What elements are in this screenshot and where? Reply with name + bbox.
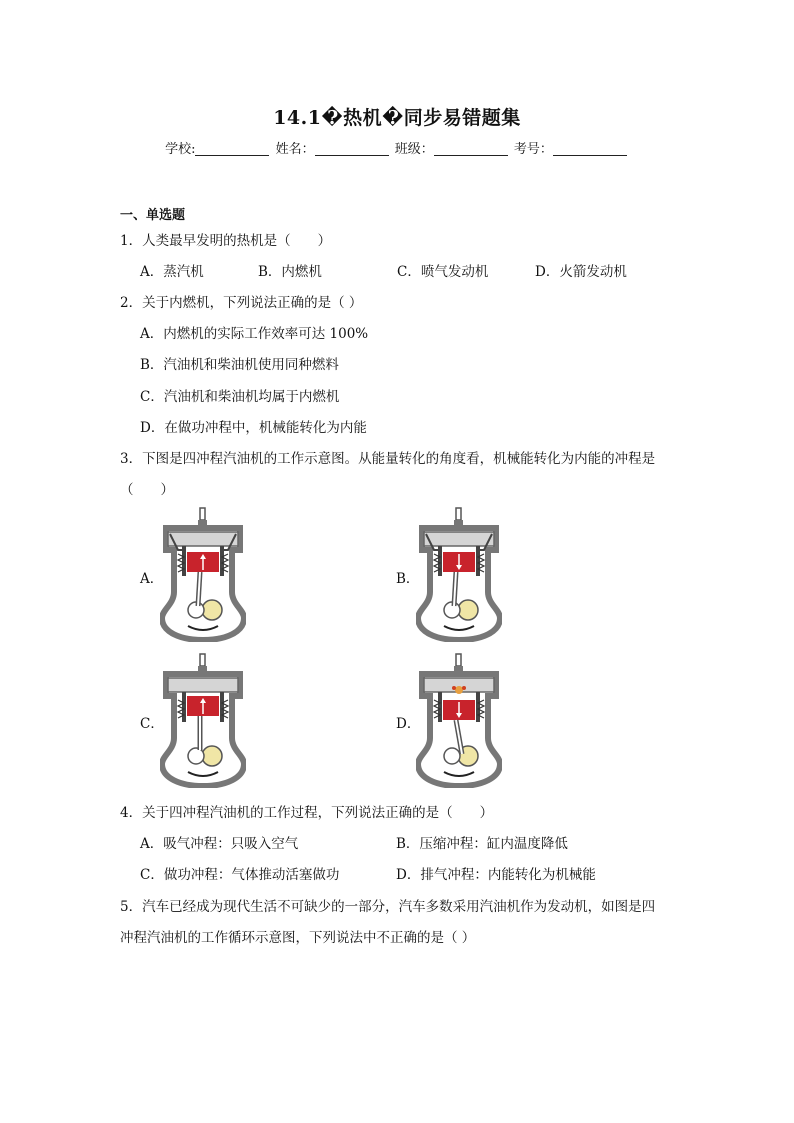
- q3-option-a[interactable]: A．: [140, 571, 164, 587]
- q4-option-c[interactable]: C．做功冲程：气体推动活塞做功: [140, 867, 340, 883]
- exam-number-blank[interactable]: [553, 141, 627, 156]
- question-2-text: 2．关于内燃机，下列说法正确的是（ ）: [120, 295, 363, 311]
- school-label: 学校:: [165, 142, 196, 157]
- flywheel-icon: [202, 746, 222, 766]
- class-label: 班级：: [394, 142, 434, 157]
- q3-option-b[interactable]: B．: [396, 571, 420, 587]
- question-3-text-line2: （ ）: [120, 482, 174, 498]
- school-blank[interactable]: [195, 141, 269, 156]
- student-info-row: [0, 138, 794, 157]
- q4-option-d[interactable]: D．排气冲程：内能转化为机械能: [396, 867, 596, 883]
- question-5-text-line2: 冲程汽油机的工作循环示意图，下列说法中不正确的是（ ）: [120, 930, 476, 946]
- name-blank[interactable]: [315, 141, 389, 156]
- section-heading: 一、单选题: [120, 208, 186, 223]
- q2-option-b[interactable]: B．汽油机和柴油机使用同种燃料: [140, 357, 339, 373]
- exam-number-label: 考号：: [513, 142, 553, 157]
- q1-option-c[interactable]: C．喷气发动机: [397, 264, 489, 280]
- engine-diagram-c: [160, 652, 246, 788]
- q1-option-a[interactable]: A．蒸汽机: [140, 264, 204, 280]
- spark-plug-icon: [454, 508, 463, 526]
- q3-option-c[interactable]: C．: [140, 716, 164, 732]
- engine-diagram-b: [416, 506, 502, 642]
- q2-option-c[interactable]: C．汽油机和柴油机均属于内燃机: [140, 389, 340, 405]
- question-5-text-line1: 5．汽车已经成为现代生活不可缺少的一部分，汽车多数采用汽油机作为发动机，如图是四: [120, 899, 656, 915]
- q1-option-d[interactable]: D．火箭发动机: [535, 264, 627, 280]
- engine-diagram-a: [160, 506, 246, 642]
- engine-diagram-d: [416, 652, 502, 788]
- flywheel-icon: [458, 600, 478, 620]
- flywheel-icon: [202, 600, 222, 620]
- class-blank[interactable]: [434, 141, 508, 156]
- spark-plug-icon: [198, 508, 207, 526]
- q4-option-a[interactable]: A．吸气冲程：只吸入空气: [140, 836, 299, 852]
- q2-option-d[interactable]: D．在做功冲程中，机械能转化为内能: [140, 420, 367, 436]
- page-title: 14.1�热机�同步易错题集: [273, 107, 521, 129]
- name-label: 姓名：: [275, 142, 315, 157]
- q4-option-b[interactable]: B．压缩冲程：缸内温度降低: [396, 836, 568, 852]
- question-4-text: 4．关于四冲程汽油机的工作过程，下列说法正确的是（ ）: [120, 805, 494, 821]
- spark-plug-icon: [454, 654, 463, 672]
- q1-option-b[interactable]: B．内燃机: [258, 264, 322, 280]
- question-1-text: 1．人类最早发明的热机是（ ）: [120, 233, 332, 249]
- question-3-text-line1: 3．下图是四冲程汽油机的工作示意图。从能量转化的角度看，机械能转化为内能的冲程是: [120, 451, 656, 467]
- spark-plug-icon: [198, 654, 207, 672]
- q3-option-d[interactable]: D．: [396, 716, 421, 732]
- q2-option-a[interactable]: A．内燃机的实际工作效率可达 100%: [140, 326, 369, 342]
